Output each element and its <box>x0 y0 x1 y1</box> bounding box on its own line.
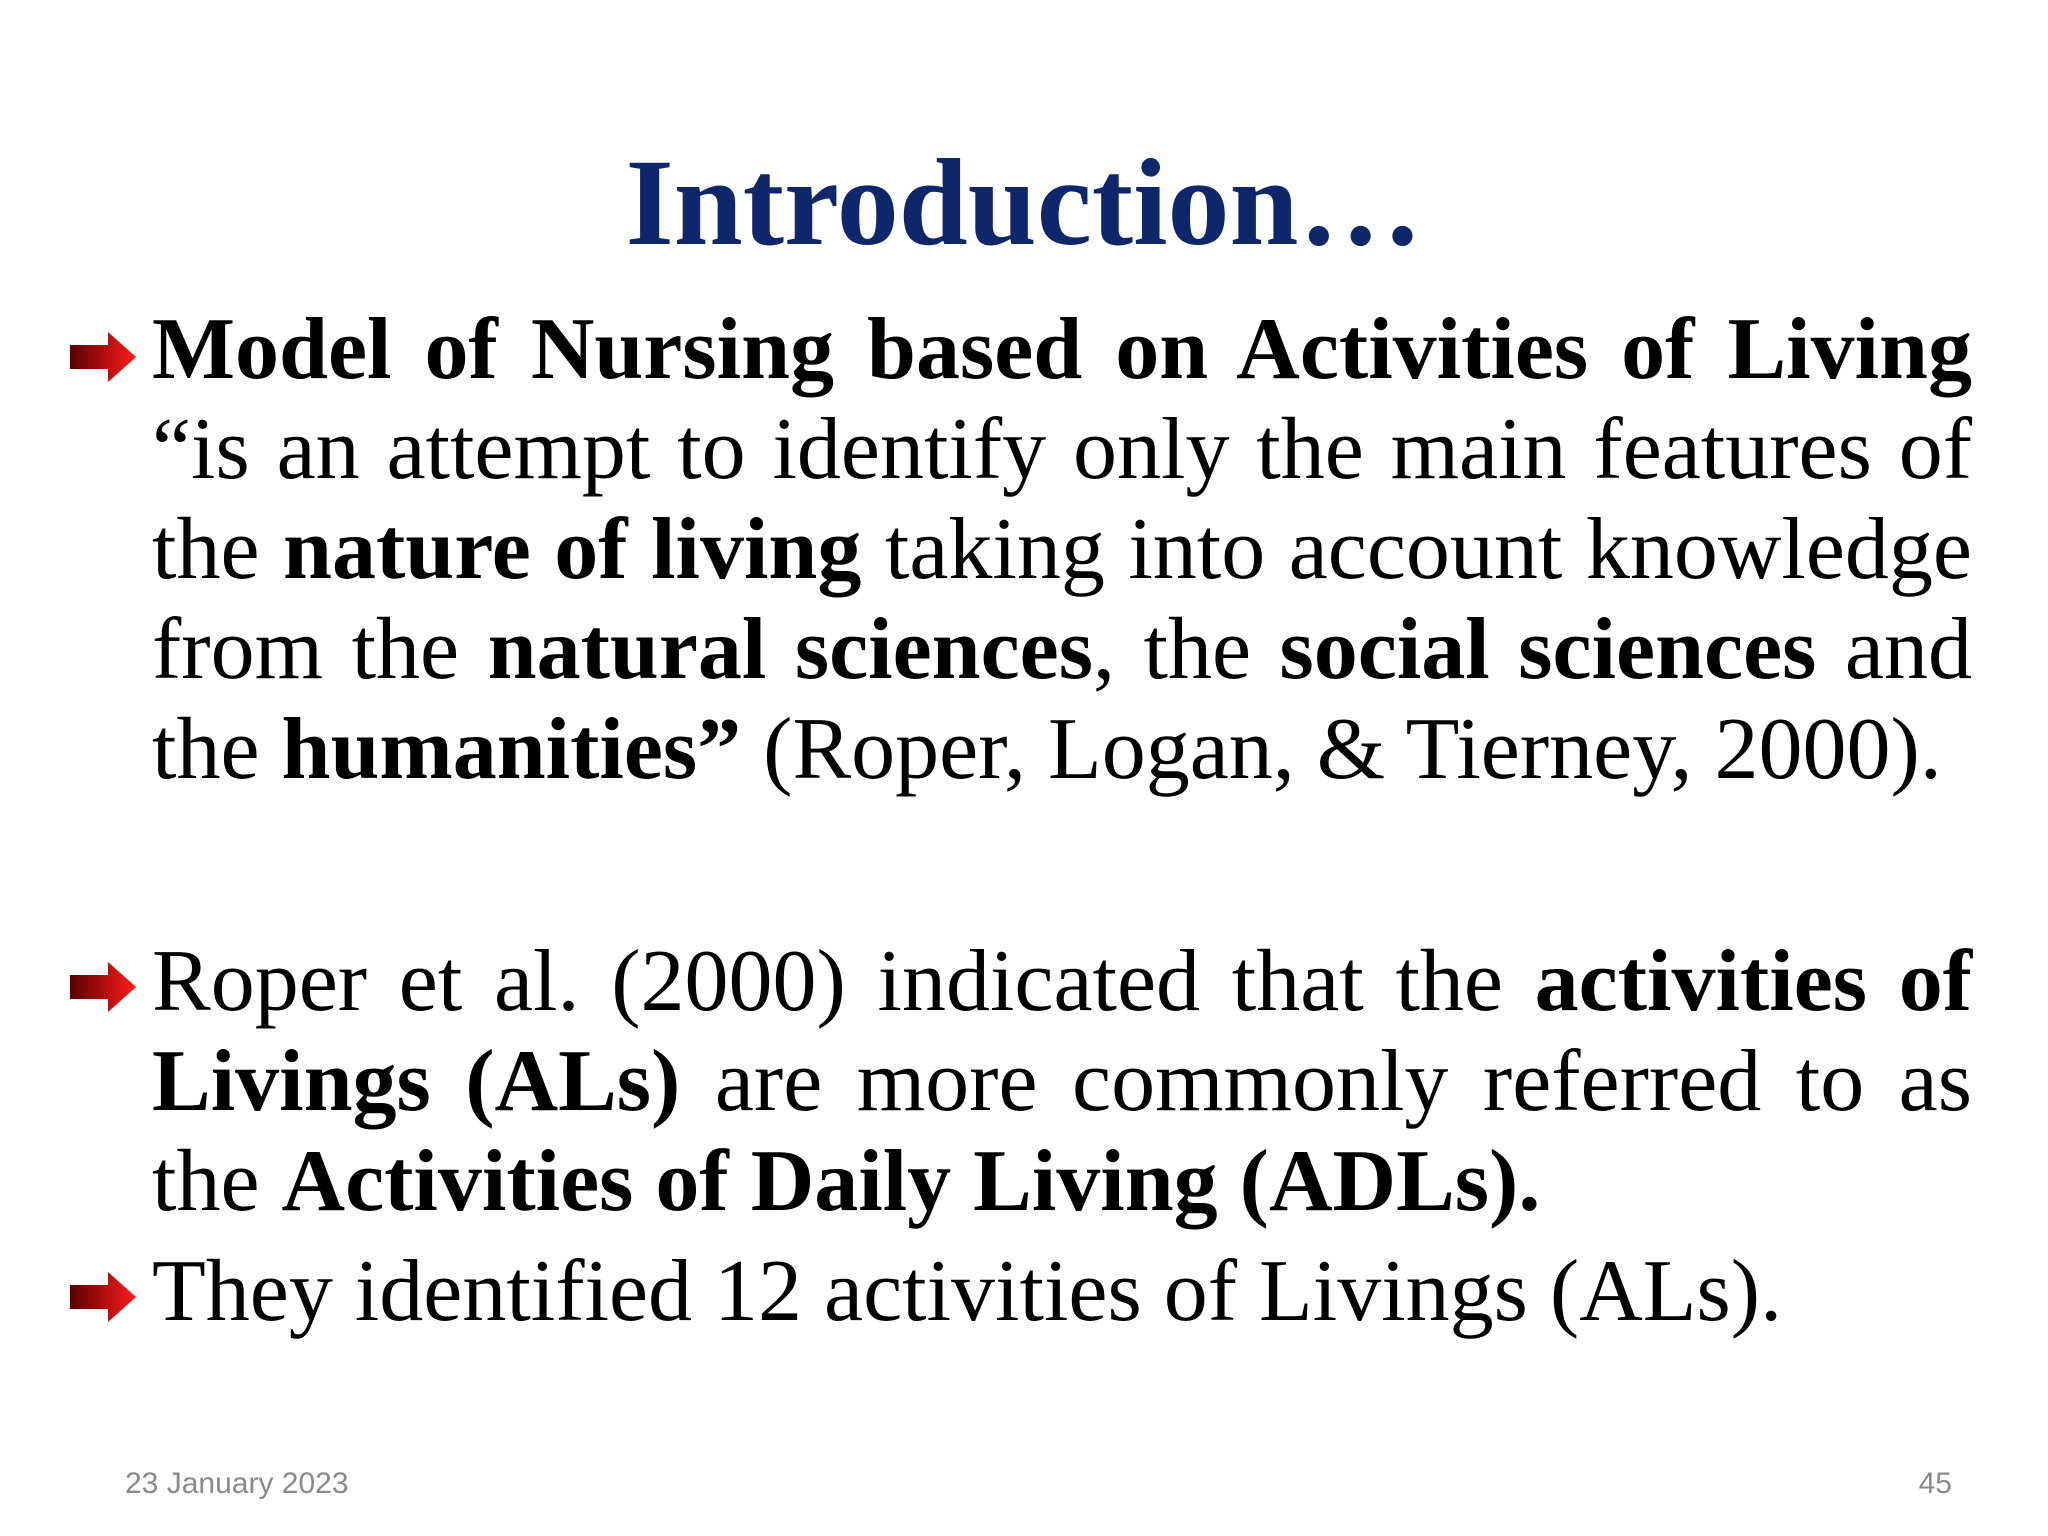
text-run: They identified 12 activities of Livings (ALs). <box>152 1243 1783 1340</box>
red-arrow-icon <box>70 962 136 1012</box>
bullet-text <box>152 932 1972 1232</box>
bold-text-run: social sciences <box>1279 601 1817 698</box>
bullet-text <box>152 1242 1972 1342</box>
bullet-text <box>152 300 1972 800</box>
bold-text-run: humanities” <box>281 701 742 798</box>
footer-date: 23 January 2023 <box>125 1467 349 1500</box>
bold-text-run: natural sciences <box>487 601 1093 698</box>
text-run: and the <box>152 601 1972 798</box>
page-number: 45 <box>1918 1467 1952 1500</box>
bold-text-run: activities of Livings (ALs) <box>152 933 1973 1130</box>
bold-text-run: nature of living <box>283 501 862 598</box>
text-run: Roper et al. (2000) indicated that the <box>152 933 1535 1030</box>
bold-text-run: Activities of Daily Living (ADLs). <box>281 1133 1541 1230</box>
text-run: taking into account knowledge from the <box>152 501 1972 698</box>
text-run: , the <box>1092 601 1280 698</box>
text-run: “is an attempt to identify only the main features of the <box>152 401 1972 598</box>
red-arrow-icon <box>70 332 136 382</box>
bold-text-run: Model of Nursing based on Activities of Living <box>152 301 1972 398</box>
red-arrow-icon <box>70 1272 136 1322</box>
text-run: (Roper, Logan, & Tierney, 2000). <box>741 701 1942 798</box>
text-run: are more commonly referred to as the <box>152 1033 1972 1230</box>
slide-title: Introduction… <box>625 134 1423 271</box>
